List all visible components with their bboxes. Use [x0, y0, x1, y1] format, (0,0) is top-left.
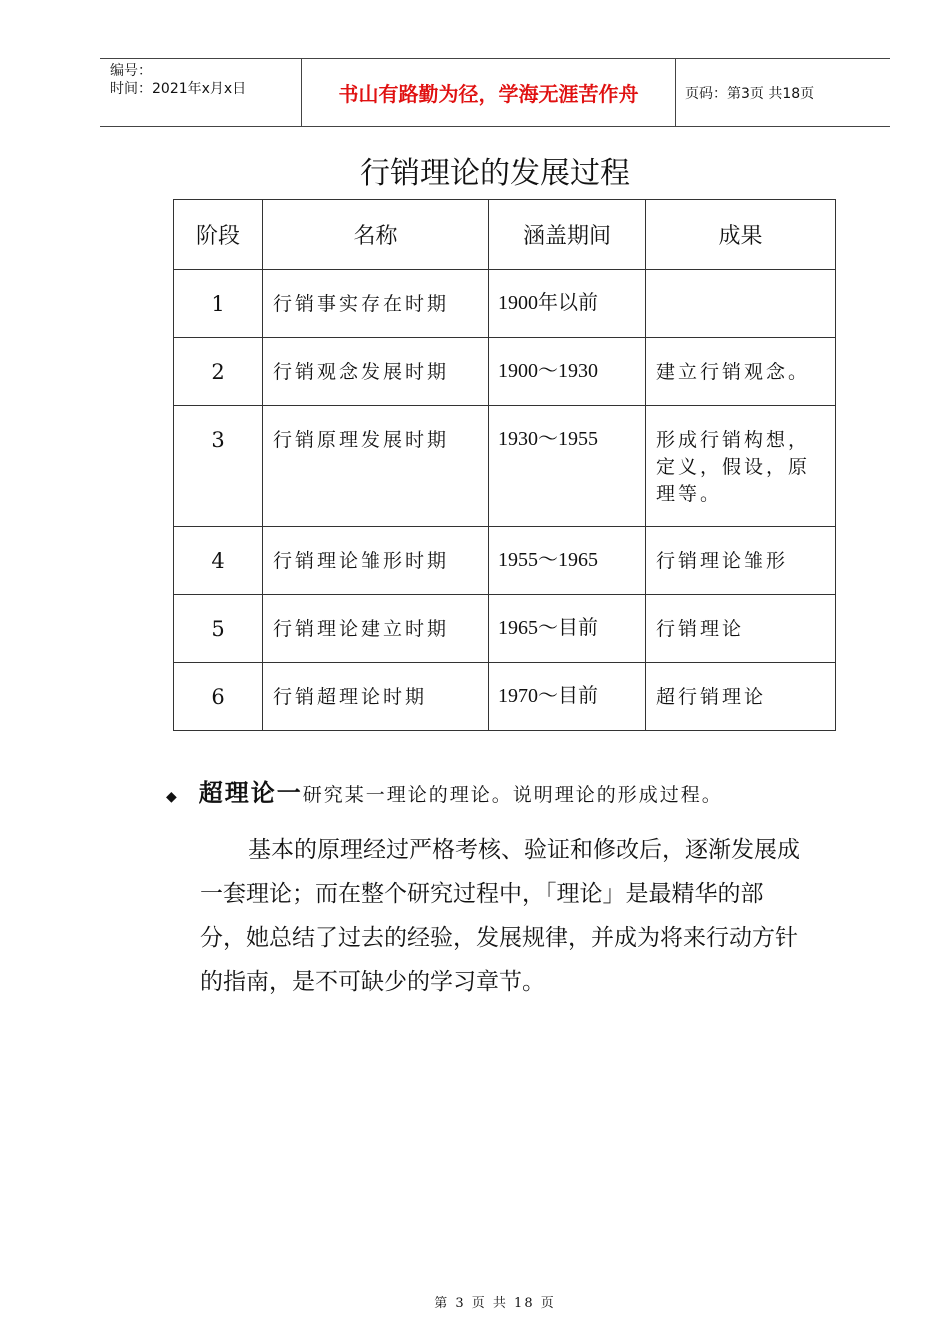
- document-title: 行销理论的发展过程: [360, 156, 630, 191]
- header-divider: [675, 59, 676, 126]
- table-row: [174, 595, 836, 663]
- cell-result: 行销理论: [646, 595, 836, 663]
- table-row: [174, 406, 836, 527]
- cell-period: 1955～1965: [489, 527, 646, 595]
- cell-name: 行销原理发展时期: [263, 406, 489, 527]
- page-footer: 第 3 页 共 18 页: [434, 1296, 556, 1311]
- header-motto: 书山有路勤为径，学海无涯苦作舟: [338, 82, 639, 106]
- body-paragraph: 基本的原理经过严格考核、验证和修改后，逐渐发展成一套理论；而在整个研究过程中，「理论」是最精华的部分，她总结了过去的经验，发展规律，并成为将来行动方针的指南，是不可缺少的学习章节。: [200, 837, 800, 995]
- cell-name: 行销理论雏形时期: [263, 527, 489, 595]
- header-period: 涵盖期间: [489, 200, 646, 270]
- table-header-row: [174, 200, 836, 270]
- header-result: 成果: [646, 200, 836, 270]
- cell-period: 1900年以前: [489, 270, 646, 338]
- cell-result: 形成行销构想，定义，假设，原理等。: [646, 406, 836, 527]
- cell-stage: 3: [174, 406, 263, 527]
- cell-result: [646, 270, 836, 338]
- cell-stage: 4: [174, 527, 263, 595]
- time-label: 时间：2021年x月x日: [110, 81, 247, 97]
- header-page-info: 页码：第3页 共18页: [685, 86, 815, 102]
- definition-term: 超理论一: [198, 778, 303, 807]
- header-stage: 阶段: [174, 200, 263, 270]
- cell-stage: 1: [174, 270, 263, 338]
- cell-name: 行销超理论时期: [263, 663, 489, 731]
- page-header: [100, 58, 890, 127]
- header-meta: [110, 62, 246, 98]
- table-row: [174, 663, 836, 731]
- cell-stage: 2: [174, 338, 263, 406]
- development-table: [173, 199, 836, 731]
- table-row: [174, 338, 836, 406]
- table-row: [174, 527, 836, 595]
- cell-name: 行销观念发展时期: [263, 338, 489, 406]
- cell-name: 行销事实存在时期: [263, 270, 489, 338]
- diamond-bullet-icon: ◆: [166, 788, 177, 805]
- cell-result: 建立行销观念。: [646, 338, 836, 406]
- serial-label: 编号：: [110, 63, 152, 79]
- cell-stage: 6: [174, 663, 263, 731]
- cell-stage: 5: [174, 595, 263, 663]
- cell-period: 1970～目前: [489, 663, 646, 731]
- cell-result: 超行销理论: [646, 663, 836, 731]
- cell-period: 1900～1930: [489, 338, 646, 406]
- cell-period: 1930～1955: [489, 406, 646, 527]
- header-name: 名称: [263, 200, 489, 270]
- cell-name: 行销理论建立时期: [263, 595, 489, 663]
- cell-period: 1965～目前: [489, 595, 646, 663]
- definition-text: 研究某一理论的理论。说明理论的形成过程。: [302, 784, 723, 806]
- table-row: [174, 270, 836, 338]
- definition-bullet: [166, 773, 886, 808]
- cell-result: 行销理论雏形: [646, 527, 836, 595]
